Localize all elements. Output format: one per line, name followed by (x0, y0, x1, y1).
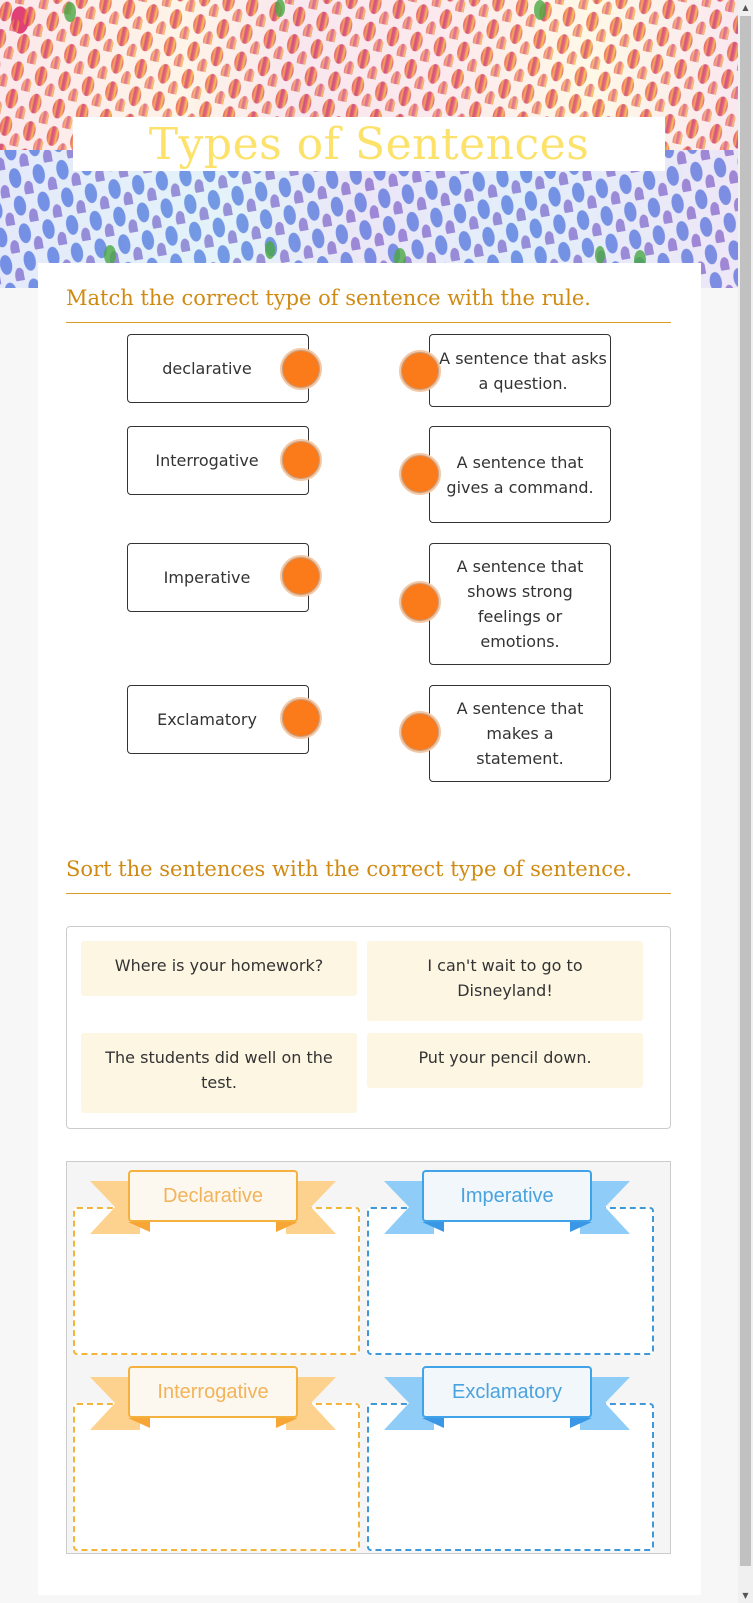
bucket-imperative-ribbon (384, 1170, 630, 1236)
draggable-sentence-chip[interactable]: I can't wait to go to Disneyland! (367, 941, 643, 1021)
bucket-label: Imperative (422, 1170, 592, 1222)
sort-buckets-area (66, 1161, 671, 1554)
bucket-declarative-ribbon (90, 1170, 336, 1236)
match-left-item[interactable]: declarative (127, 334, 309, 403)
match-right-connector-dot[interactable] (399, 350, 441, 392)
draggable-sentence-chip[interactable]: Where is your homework? (81, 941, 357, 996)
match-right-item[interactable]: A sentence that asks a question. (429, 334, 611, 407)
title-box (73, 117, 665, 171)
header-banner (0, 0, 738, 288)
match-right-item[interactable]: A sentence that makes a statement. (429, 685, 611, 782)
match-right-connector-dot[interactable] (399, 711, 441, 753)
bucket-label: Interrogative (128, 1366, 298, 1418)
match-right-item[interactable]: A sentence that shows strong feelings or emotions. (429, 543, 611, 665)
match-right-connector-dot[interactable] (399, 581, 441, 623)
match-left-item[interactable]: Imperative (127, 543, 309, 612)
match-right-item[interactable]: A sentence that gives a command. (429, 426, 611, 523)
match-left-item[interactable]: Interrogative (127, 426, 309, 495)
sort-section-title: Sort the sentences with the correct type of sentence. (66, 857, 633, 881)
match-left-item[interactable]: Exclamatory (127, 685, 309, 754)
sort-section-divider (66, 893, 671, 894)
bucket-label: Declarative (128, 1170, 298, 1222)
match-left-connector-dot[interactable] (280, 555, 322, 597)
match-left-connector-dot[interactable] (280, 348, 322, 390)
scrollbar-thumb[interactable] (740, 16, 751, 1566)
match-left-connector-dot[interactable] (280, 697, 322, 739)
match-section-divider (66, 322, 671, 323)
match-right-connector-dot[interactable] (399, 453, 441, 495)
bucket-interrogative-ribbon (90, 1366, 336, 1432)
page-title: Types of Sentences (148, 118, 590, 170)
match-section-title: Match the correct type of sentence with the rule. (66, 286, 591, 310)
draggable-sentence-chip[interactable]: Put your pencil down. (367, 1033, 643, 1088)
scroll-up-arrow-icon[interactable]: ▲ (742, 3, 749, 12)
draggable-sentence-chip[interactable]: The students did well on the test. (81, 1033, 357, 1113)
bucket-label: Exclamatory (422, 1366, 592, 1418)
match-left-connector-dot[interactable] (280, 439, 322, 481)
vertical-scrollbar[interactable] (738, 0, 753, 1603)
sentence-pool (66, 926, 671, 1129)
scroll-down-arrow-icon[interactable]: ▼ (742, 1591, 749, 1600)
bucket-exclamatory-ribbon (384, 1366, 630, 1432)
worksheet-card (38, 263, 701, 1595)
